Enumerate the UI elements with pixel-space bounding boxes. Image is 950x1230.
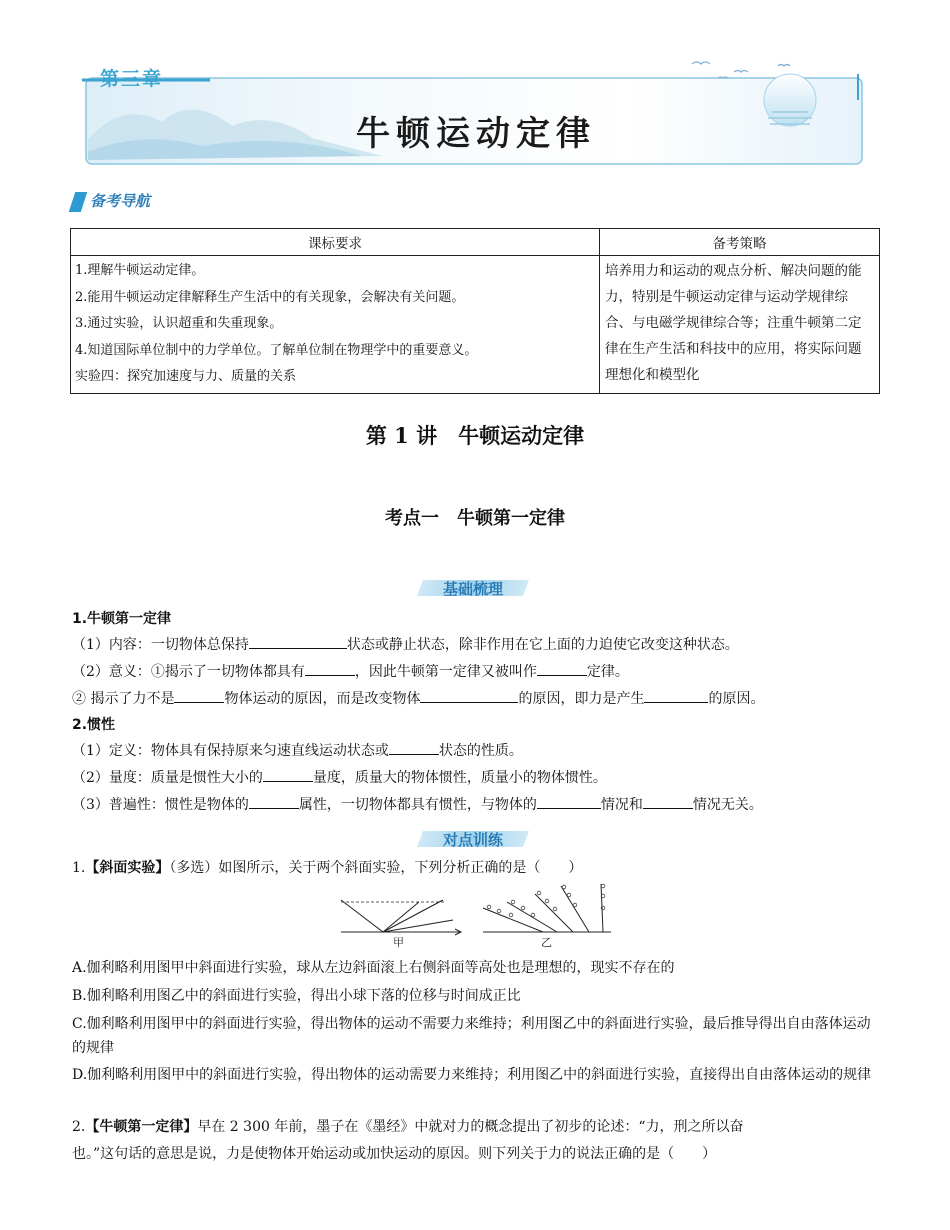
lecture-title: 第 1 讲 牛顿运动定律	[365, 423, 585, 448]
option-d: D.伽利略利用图甲中的斜面进行实验，得出物体的运动需要力来维持；利用图乙中的斜面进行实验，直接得出自由落体运动的规律	[72, 1067, 872, 1083]
question-number: 2.	[72, 1119, 86, 1135]
question-body: 早在 2 300 年前，墨子在《墨经》中就对力的概念提出了初步的论述：“力，刑之所以奋	[197, 1119, 744, 1135]
basics-line	[72, 661, 629, 681]
basics-heading-1: 1.牛顿第一定律	[72, 611, 172, 627]
requirement-item: 3.通过实验，认识超重和失重现象。	[75, 316, 283, 331]
basics-heading-2: 2.惯性	[72, 717, 116, 733]
point-title: 考点一 牛顿第一定律	[385, 508, 565, 529]
question-2-stem-line2: 也。”这句话的意思是说，力是使物体开始运动或加快运动的原因。则下列关于力的说法正确的是（ ）	[72, 1146, 717, 1162]
table-header-requirements: 课标要求	[71, 229, 600, 256]
text-segment: （2）意义：①揭示了一切物体都具有	[72, 664, 305, 680]
basics-line	[72, 634, 739, 654]
figure-jia	[341, 900, 461, 949]
fill-blank	[644, 688, 708, 703]
table-header-row	[71, 229, 880, 256]
fill-blank	[420, 688, 518, 703]
text-segment: 状态或静止状态，除非作用在它上面的力迫使它改变这种状态。	[346, 637, 739, 653]
incline-experiment-figure	[335, 882, 615, 954]
requirement-item: 1.理解牛顿运动定律。	[75, 263, 205, 278]
basics-line	[72, 740, 523, 760]
text-segment: 状态的性质。	[438, 743, 523, 759]
fill-blank	[643, 794, 693, 809]
text-segment: 情况无关。	[692, 797, 763, 813]
option-a: A.伽利略利用图甲中斜面进行实验，球从左边斜面滚上右侧斜面等高处也是理想的，现实不存在的	[72, 960, 675, 976]
question-1-stem	[72, 857, 582, 877]
question-body: （多选）如图所示，关于两个斜面实验，下列分析正确的是（ ）	[169, 860, 583, 876]
text-segment: （1）内容：一切物体总保持	[72, 637, 249, 653]
fill-blank	[537, 794, 601, 809]
text-segment: 的原因，即力是产生	[518, 691, 645, 707]
text-segment: 量度，质量大的物体惯性，质量小的物体惯性。	[312, 770, 607, 786]
text-segment: 情况和	[600, 797, 643, 813]
figure-label-jia: 甲	[393, 936, 404, 949]
chapter-title: 牛顿运动定律	[356, 114, 596, 154]
figure-yi	[483, 884, 611, 949]
text-segment: （3）普遍性：惯性是物体的	[72, 797, 249, 813]
fill-blank	[174, 688, 224, 703]
requirements-table	[70, 228, 880, 394]
section-marker-icon	[69, 192, 87, 212]
option-c: C.伽利略利用图甲中的斜面进行实验，得出物体的运动不需要力来维持；利用图乙中的斜面进行实验，最后推导得出自由落体运动的规律	[72, 1016, 871, 1056]
question-tag: 【牛顿第一定律】	[85, 1119, 198, 1135]
question-number: 1.	[72, 860, 86, 876]
basics-heading-label: 基础梳理	[442, 580, 503, 598]
text-segment: 属性，一切物体都具有惯性，与物体的	[298, 797, 537, 813]
text-segment: 的原因。	[708, 691, 765, 707]
practice-heading-label: 对点训练	[442, 831, 503, 849]
text-segment: 物体运动的原因，而是改变物体	[224, 691, 421, 707]
basics-line	[72, 688, 764, 708]
text-segment: （1）定义：物体具有保持原来匀速直线运动状态或	[72, 743, 389, 759]
fill-blank	[249, 634, 347, 649]
requirements-cell	[71, 256, 600, 394]
question-2-stem	[72, 1116, 744, 1136]
table-row	[71, 256, 880, 394]
question-tag: 【斜面实验】	[85, 860, 170, 876]
figure-label-yi: 乙	[541, 936, 552, 949]
text-segment: （2）量度：质量是惯性大小的	[72, 770, 263, 786]
requirement-item: 实验四：探究加速度与力、质量的关系	[75, 369, 297, 384]
section-tag-label: 备考导航	[90, 192, 151, 210]
fill-blank	[263, 767, 313, 782]
fill-blank	[249, 794, 299, 809]
text-segment: ② 揭示了力不是	[72, 691, 175, 707]
fill-blank	[537, 661, 587, 676]
chapter-number: 第三章	[100, 68, 164, 90]
practice-heading-badge	[412, 829, 534, 849]
basics-line	[72, 767, 607, 787]
text-segment: 定律。	[586, 664, 629, 680]
table-header-strategy: 备考策略	[600, 229, 880, 256]
strategy-cell: 培养用力和运动的观点分析、解决问题的能力，特别是牛顿运动定律与运动学规律综合、与电磁学规律综合等；注重牛顿第二定律在生产生活和科技中的应用，将实际问题理想化和模型化	[600, 256, 880, 394]
fill-blank	[305, 661, 355, 676]
text-segment: ，因此牛顿第一定律又被叫作	[354, 664, 537, 680]
fill-blank	[389, 740, 439, 755]
requirement-item: 4.知道国际单位制中的力学单位。了解单位制在物理学中的重要意义。	[75, 342, 478, 358]
requirement-item: 2.能用牛顿运动定律解释生产生活中的有关现象，会解决有关问题。	[75, 289, 465, 305]
option-b: B.伽利略利用图乙中的斜面进行实验，得出小球下落的位移与时间成正比	[72, 988, 521, 1004]
basics-line	[72, 794, 763, 814]
basics-heading-badge	[412, 578, 534, 598]
